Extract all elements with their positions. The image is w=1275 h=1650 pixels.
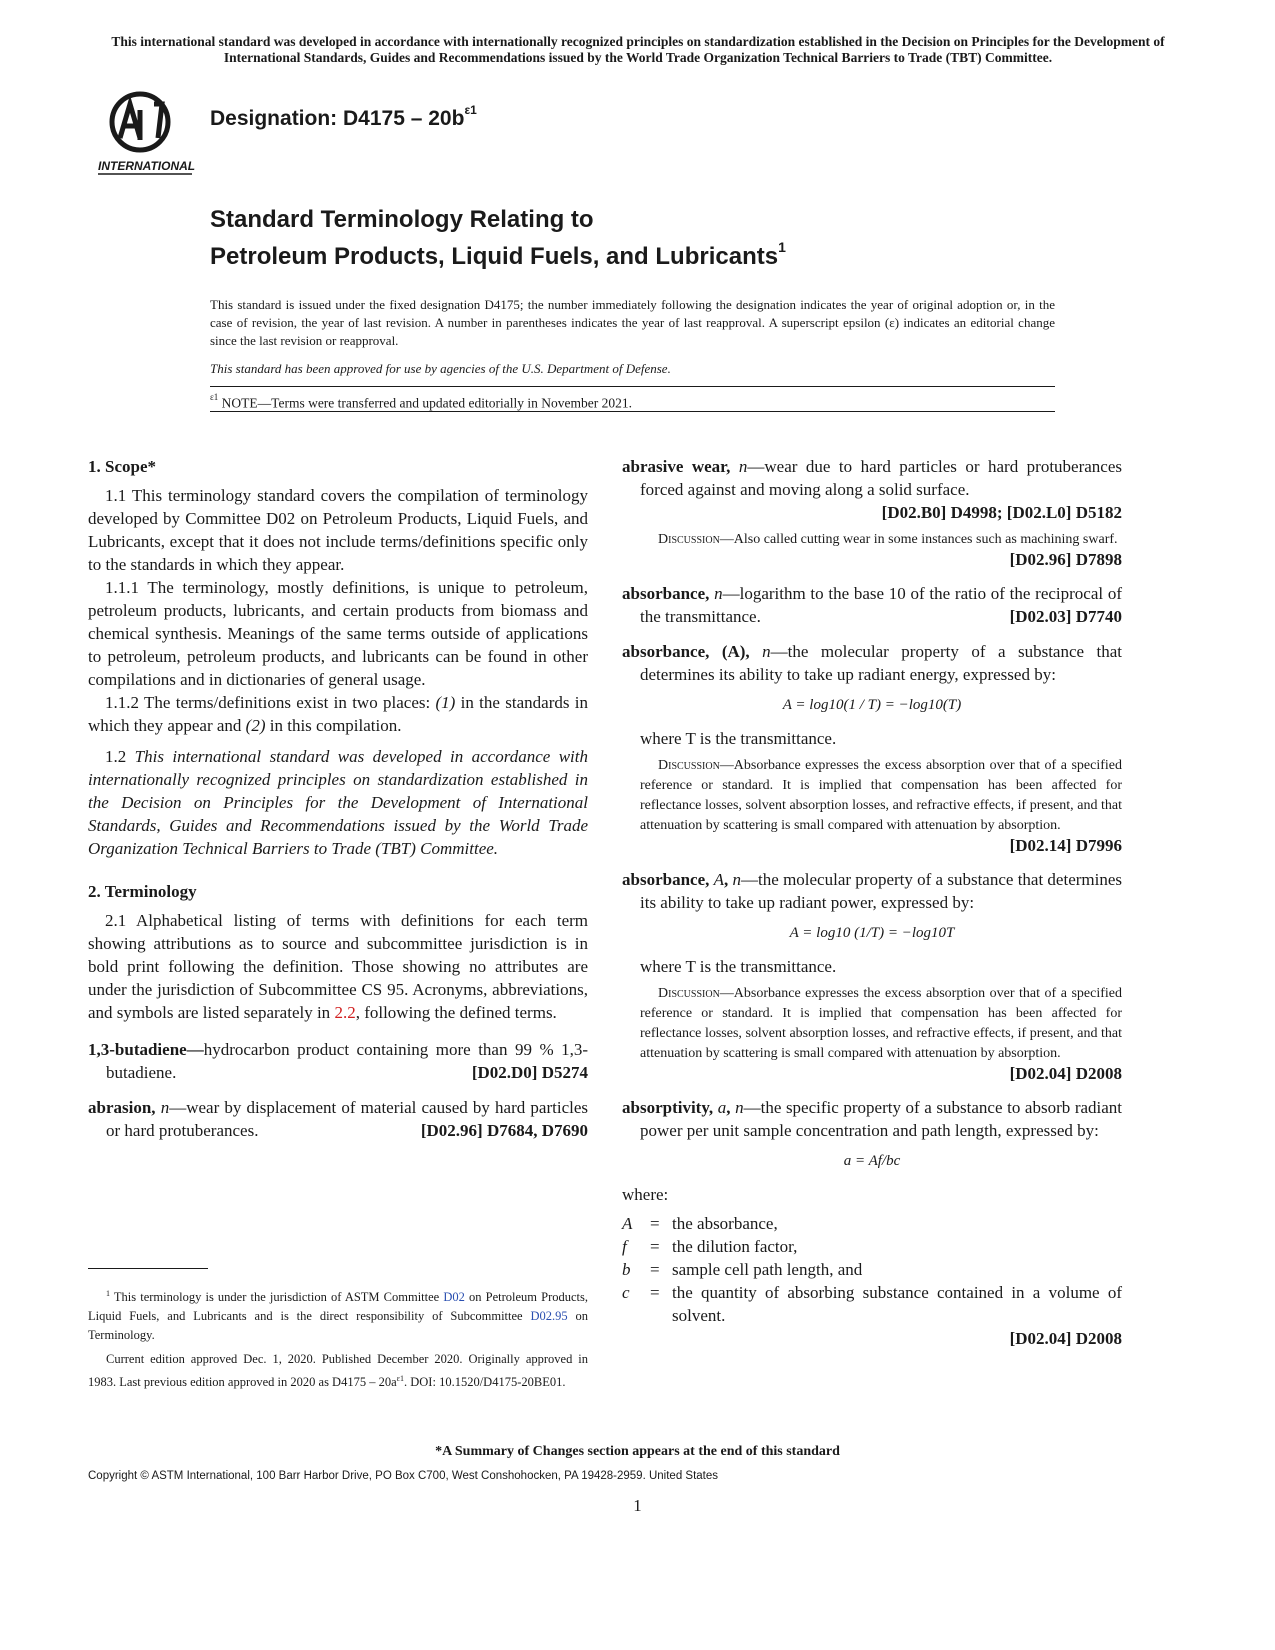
para-1-1-2: 1.1.2 The terms/definitions exist in two places: (1) in the standards in which they appear and (2) in this compilation.: [88, 693, 588, 735]
where-label: where:: [622, 1185, 669, 1204]
term-absorbance-3: absorbance, A, n—the molecular property of a substance that determines its ability to take up radiant power, expressed by:: [622, 870, 1123, 912]
para-1-1: 1.1 This terminology standard covers the compilation of terminology developed by Committee D02 on Petroleum Products, Liquid Fuels, and Lubricants, except that it does not include terms/definitions specific only to the standards in which they appear.: [88, 486, 588, 574]
page-title: [210, 204, 786, 272]
term-abrasive-wear: abrasive wear, n—wear due to hard particles or hard protuberances forced against and moving along a solid surface. [D02.B0] D4998; [D02.L0] D5182: [622, 457, 1123, 522]
discussion-absorbance-2: Discussion—Absorbance expresses the excess absorption over that of a specified reference or standard. It is implied that compensation has been affected for reflectance losses, solvent absorption losses, and refractive effects, if present, and that attenuation by scattering is small compared with attenuation by absorption. [D02.14] D7996: [640, 758, 1122, 855]
designation: [210, 103, 477, 131]
variable-row: c = the quantity of absorbing substance contained in a volume of solvent.: [622, 1283, 1122, 1325]
wto-notice: This international standard was developed in accordance with internationally recognized principles on standardization established in the Decision on Principles for the Development of International Standards, Guides and Recommendations issued by the World Trade Organization Technical Barriers to Trade (TBT) Committee.: [111, 34, 1165, 65]
attribution: [D02.03] D7740: [1009, 607, 1122, 626]
attribution: [D02.B0] D4998; [D02.L0] D5182: [881, 503, 1122, 522]
term-butadiene: 1,3-butadiene—hydrocarbon product containing more than 99 % 1,3-butadiene. [D02.D0] D5274: [88, 1040, 588, 1082]
attribution: [D02.96] D7684, D7690: [420, 1121, 588, 1140]
variable-row: A = the absorbance,: [622, 1214, 778, 1233]
designation-code: D4175 – 20b: [343, 107, 465, 130]
term-absorptivity: absorptivity, a, n—the specific property of a substance to absorb radiant power per unit sample concentration and path length, expressed by:: [622, 1098, 1123, 1140]
astm-logo: [96, 90, 196, 176]
summary-of-changes-note: *A Summary of Changes section appears at the end of this standard: [435, 1444, 840, 1459]
copyright: Copyright © ASTM International, 100 Barr Harbor Drive, PO Box C700, West Conshohocken, PA 19428-2959. United States: [88, 1470, 719, 1482]
attribution: [D02.14] D7996: [1009, 836, 1122, 855]
attribution: [D02.04] D2008: [1009, 1329, 1122, 1348]
d02-link[interactable]: D02: [443, 1290, 465, 1305]
title-line-2: Petroleum Products, Liquid Fuels, and Lubricants: [210, 243, 779, 270]
title-sup: 1: [778, 239, 786, 255]
where-absorbance-3: where T is the transmittance.: [640, 957, 837, 976]
variable-row: f = the dilution factor,: [622, 1237, 798, 1256]
term-absorbance-1: absorbance, n—logarithm to the base 10 of the ratio of the reciprocal of the transmittance. [D02.03] D7740: [622, 584, 1123, 626]
issued-notice: This standard is issued under the fixed designation D4175; the number immediately following the designation indicates the year of original adoption or, in the case of revision, the year of last revision. A number in parentheses indicates the year of last reapproval. A superscript epsilon (ε) indicates an editorial change since the last revision or reapproval.: [210, 297, 1055, 348]
attribution: [D02.04] D2008: [1009, 1064, 1122, 1083]
discussion-absorbance-3: Discussion—Absorbance expresses the excess absorption over that of a specified reference or standard. It is implied that compensation has been affected for reflectance losses, solvent absorption losses, and refractive effects, if present, and that attenuation by scattering is small compared with attenuation by absorption. [D02.04] D2008: [640, 986, 1122, 1083]
para-1-1-1: 1.1.1 The terminology, mostly definitions, is unique to petroleum, petroleum products, lubricants, and certain products from biomass and chemical synthesis. Meanings of the same terms outside of applications to petroleum, petroleum products, and lubricants can be found in other compilations and in dictionaries of general usage.: [88, 578, 588, 689]
footnotes: [88, 1284, 588, 1397]
attribution: [D02.D0] D5274: [471, 1063, 588, 1082]
left-column: [88, 455, 588, 1154]
footnote-edition: Current edition approved Dec. 1, 2020. Published December 2020. Originally approved in 1983. Last previous edition approved in 2020 as $D4175 - 20a^{\varepsilon 1}$. DOI: 10.1520/D4175-20BE01.: [88, 1352, 588, 1390]
attribution: [D02.96] D7898: [1009, 550, 1122, 569]
where-absorbance-2: where T is the transmittance.: [640, 729, 837, 748]
note-sup: ε1: [210, 392, 219, 402]
right-column: [622, 455, 1122, 1350]
designation-sup: ε1: [464, 103, 477, 117]
variable-list: [622, 1212, 1122, 1327]
terminology-heading: 2. Terminology: [88, 882, 197, 901]
formula-absorbance-3: A = log10 (1/T) = −log10T: [789, 925, 955, 941]
footnote-1: $^1$ This terminology is under the jurisdiction of ASTM Committee D02 on Petroleum Products, Liquid Fuels, and Lubricants and is the direct responsibility of Subcommittee D02.95 on Terminology.: [88, 1289, 588, 1343]
d02-95-link[interactable]: D02.95: [530, 1309, 568, 1324]
term-abrasion: abrasion, n—wear by displacement of material caused by hard particles or hard protuberances. [D02.96] D7684, D7690: [88, 1098, 588, 1140]
footnote-rule: [88, 1268, 208, 1269]
term-absorbance-2: absorbance, (A), n—the molecular property of a substance that determines its ability to take up radiant energy, expressed by:: [622, 642, 1122, 684]
para-1-2: 1.2 This international standard was developed in accordance with internationally recognized principles on standardization established in the Decision on Principles for the Development of International Standards, Guides and Recommendations issued by the World Trade Organization Technical Barriers to Trade (TBT) Committee.: [88, 747, 588, 858]
para-2-1: 2.1 Alphabetical listing of terms with definitions for each term showing attributions as to source and subcommittee jurisdiction is in bold print following the definition. Those showing no attributes are under the jurisdiction of Subcommittee CS 95. Acronyms, abbreviations, and symbols are listed separately in 2.2, following the defined terms.: [88, 911, 588, 1022]
page-number: 1: [633, 1496, 642, 1515]
logo-text: INTERNATIONAL: [98, 159, 196, 173]
editorial-note: [210, 386, 1055, 412]
formula-absorbance-2: A = log10(1 / T) = −log10(T): [782, 697, 962, 713]
section-2-2-link[interactable]: 2.2: [334, 1003, 356, 1022]
variable-row: b = sample cell path length, and: [622, 1260, 863, 1279]
dod-notice: This standard has been approved for use by agencies of the U.S. Department of Defense.: [210, 361, 671, 376]
scope-heading: 1. Scope*: [88, 457, 156, 476]
title-line-1: Standard Terminology Relating to: [210, 206, 594, 233]
discussion-abrasive-wear: Discussion—Also called cutting wear in some instances such as machining swarf. [D02.96] D7898: [658, 532, 1122, 569]
formula-absorptivity: a = Af/bc: [843, 1153, 901, 1169]
note-text: NOTE—Terms were transferred and updated editorially in November 2021.: [221, 395, 632, 411]
designation-label: Designation:: [210, 107, 338, 130]
